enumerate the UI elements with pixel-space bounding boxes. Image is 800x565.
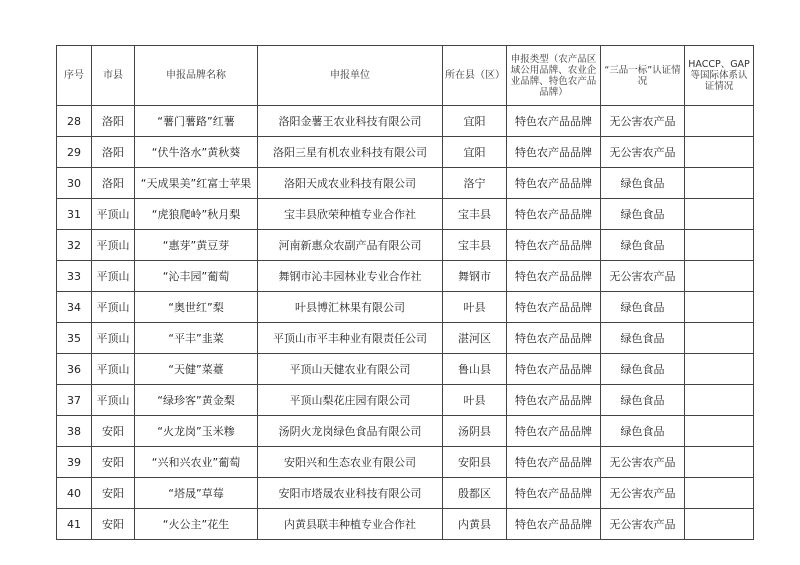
cell-city: 安阳 <box>92 509 135 540</box>
cell-type: 特色农产品品牌 <box>507 447 601 478</box>
table-row <box>57 106 754 137</box>
header-seq: 序号 <box>57 46 92 106</box>
cell-seq: 32 <box>57 230 92 261</box>
cell-intl <box>685 199 754 230</box>
cell-city: 平顶山 <box>92 385 135 416</box>
cell-brand: “平丰”韭菜 <box>135 323 258 354</box>
table-row <box>57 230 754 261</box>
cell-type: 特色农产品品牌 <box>507 261 601 292</box>
cell-county: 汤阴县 <box>443 416 507 447</box>
cell-unit: 平顶山天健农业有限公司 <box>258 354 443 385</box>
cell-type: 特色农产品品牌 <box>507 230 601 261</box>
cell-intl <box>685 137 754 168</box>
cell-seq: 29 <box>57 137 92 168</box>
cell-city: 平顶山 <box>92 199 135 230</box>
cell-county: 洛宁 <box>443 168 507 199</box>
cell-unit: 舞钢市沁丰园林业专业合作社 <box>258 261 443 292</box>
cell-brand: “火龙岗”玉米糁 <box>135 416 258 447</box>
cell-unit: 洛阳金薯王农业科技有限公司 <box>258 106 443 137</box>
cell-cert: 绿色食品 <box>601 385 685 416</box>
cell-seq: 37 <box>57 385 92 416</box>
table-row <box>57 354 754 385</box>
cell-type: 特色农产品品牌 <box>507 478 601 509</box>
table-row <box>57 292 754 323</box>
cell-seq: 28 <box>57 106 92 137</box>
cell-county: 宝丰县 <box>443 199 507 230</box>
cell-unit: 叶县博汇林果有限公司 <box>258 292 443 323</box>
cell-cert: 无公害农产品 <box>601 509 685 540</box>
table-row <box>57 385 754 416</box>
cell-type: 特色农产品品牌 <box>507 106 601 137</box>
cell-county: 宜阳 <box>443 106 507 137</box>
header-brand: 申报品牌名称 <box>135 46 258 106</box>
header-city: 市县 <box>92 46 135 106</box>
cell-type: 特色农产品品牌 <box>507 168 601 199</box>
cell-county: 鲁山县 <box>443 354 507 385</box>
cell-type: 特色农产品品牌 <box>507 509 601 540</box>
cell-unit: 洛阳天成农业科技有限公司 <box>258 168 443 199</box>
cell-city: 平顶山 <box>92 323 135 354</box>
header-unit: 申报单位 <box>258 46 443 106</box>
cell-intl <box>685 478 754 509</box>
cell-cert: 无公害农产品 <box>601 106 685 137</box>
table-row <box>57 199 754 230</box>
header-cert: “三品一标”认证情况 <box>601 46 685 106</box>
header-type: 申报类型（农产品区域公用品牌、农业企业品牌、特色农产品品牌） <box>507 46 601 106</box>
cell-cert: 绿色食品 <box>601 168 685 199</box>
table-row <box>57 168 754 199</box>
table-row <box>57 478 754 509</box>
cell-county: 叶县 <box>443 385 507 416</box>
cell-brand: “虎狼爬岭”秋月梨 <box>135 199 258 230</box>
cell-brand: “塔晟”草莓 <box>135 478 258 509</box>
cell-intl <box>685 230 754 261</box>
brand-table <box>56 45 754 540</box>
cell-seq: 36 <box>57 354 92 385</box>
cell-seq: 31 <box>57 199 92 230</box>
cell-brand: “天成果美”红富士苹果 <box>135 168 258 199</box>
table-row <box>57 509 754 540</box>
cell-intl <box>685 354 754 385</box>
cell-brand: “绿珍客”黄金梨 <box>135 385 258 416</box>
table-row <box>57 261 754 292</box>
cell-county: 湛河区 <box>443 323 507 354</box>
cell-intl <box>685 323 754 354</box>
cell-intl <box>685 416 754 447</box>
cell-brand: “沁丰园”葡萄 <box>135 261 258 292</box>
cell-seq: 40 <box>57 478 92 509</box>
cell-cert: 无公害农产品 <box>601 478 685 509</box>
cell-county: 舞钢市 <box>443 261 507 292</box>
cell-seq: 35 <box>57 323 92 354</box>
cell-intl <box>685 447 754 478</box>
cell-cert: 绿色食品 <box>601 354 685 385</box>
cell-cert: 绿色食品 <box>601 230 685 261</box>
cell-county: 叶县 <box>443 292 507 323</box>
cell-type: 特色农产品品牌 <box>507 199 601 230</box>
cell-unit: 洛阳三星有机农业科技有限公司 <box>258 137 443 168</box>
cell-city: 安阳 <box>92 447 135 478</box>
cell-city: 平顶山 <box>92 354 135 385</box>
cell-seq: 41 <box>57 509 92 540</box>
cell-unit: 内黄县联丰种植专业合作社 <box>258 509 443 540</box>
cell-city: 平顶山 <box>92 261 135 292</box>
cell-seq: 33 <box>57 261 92 292</box>
cell-county: 宝丰县 <box>443 230 507 261</box>
header-row <box>57 46 754 106</box>
cell-cert: 绿色食品 <box>601 199 685 230</box>
cell-intl <box>685 292 754 323</box>
cell-type: 特色农产品品牌 <box>507 323 601 354</box>
cell-intl <box>685 261 754 292</box>
header-county: 所在县（区） <box>443 46 507 106</box>
cell-seq: 34 <box>57 292 92 323</box>
cell-seq: 38 <box>57 416 92 447</box>
cell-brand: “惠芽”黄豆芽 <box>135 230 258 261</box>
table-row <box>57 137 754 168</box>
table-row <box>57 416 754 447</box>
cell-intl <box>685 385 754 416</box>
cell-type: 特色农产品品牌 <box>507 385 601 416</box>
cell-county: 安阳县 <box>443 447 507 478</box>
cell-county: 殷都区 <box>443 478 507 509</box>
cell-cert: 无公害农产品 <box>601 137 685 168</box>
cell-cert: 无公害农产品 <box>601 261 685 292</box>
cell-unit: 宝丰县欣荣种植专业合作社 <box>258 199 443 230</box>
cell-intl <box>685 106 754 137</box>
cell-type: 特色农产品品牌 <box>507 416 601 447</box>
cell-type: 特色农产品品牌 <box>507 292 601 323</box>
cell-city: 洛阳 <box>92 106 135 137</box>
cell-brand: “火公主”花生 <box>135 509 258 540</box>
table-row <box>57 447 754 478</box>
cell-brand: “天健”菜薹 <box>135 354 258 385</box>
cell-city: 平顶山 <box>92 292 135 323</box>
cell-type: 特色农产品品牌 <box>507 354 601 385</box>
header-intl: HACCP、GAP等国际体系认证情况 <box>685 46 754 106</box>
cell-type: 特色农产品品牌 <box>507 137 601 168</box>
cell-county: 宜阳 <box>443 137 507 168</box>
cell-unit: 安阳兴和生态农业有限公司 <box>258 447 443 478</box>
cell-unit: 平顶山市平丰种业有限责任公司 <box>258 323 443 354</box>
cell-city: 洛阳 <box>92 137 135 168</box>
cell-unit: 安阳市塔晟农业科技有限公司 <box>258 478 443 509</box>
cell-unit: 平顶山梨花庄园有限公司 <box>258 385 443 416</box>
cell-unit: 河南新惠众农副产品有限公司 <box>258 230 443 261</box>
cell-intl <box>685 509 754 540</box>
cell-cert: 绿色食品 <box>601 292 685 323</box>
cell-city: 平顶山 <box>92 230 135 261</box>
cell-brand: “伏牛洛水”黄秋葵 <box>135 137 258 168</box>
cell-unit: 汤阴火龙岗绿色食品有限公司 <box>258 416 443 447</box>
cell-intl <box>685 168 754 199</box>
cell-seq: 39 <box>57 447 92 478</box>
table-row <box>57 323 754 354</box>
cell-city: 安阳 <box>92 416 135 447</box>
cell-seq: 30 <box>57 168 92 199</box>
cell-county: 内黄县 <box>443 509 507 540</box>
table-body <box>57 106 754 540</box>
cell-brand: “薯门薯路”红薯 <box>135 106 258 137</box>
cell-brand: “兴和兴农业”葡萄 <box>135 447 258 478</box>
cell-brand: “奥世红”梨 <box>135 292 258 323</box>
cell-cert: 绿色食品 <box>601 416 685 447</box>
cell-city: 洛阳 <box>92 168 135 199</box>
cell-cert: 无公害农产品 <box>601 447 685 478</box>
cell-cert: 绿色食品 <box>601 323 685 354</box>
cell-city: 安阳 <box>92 478 135 509</box>
